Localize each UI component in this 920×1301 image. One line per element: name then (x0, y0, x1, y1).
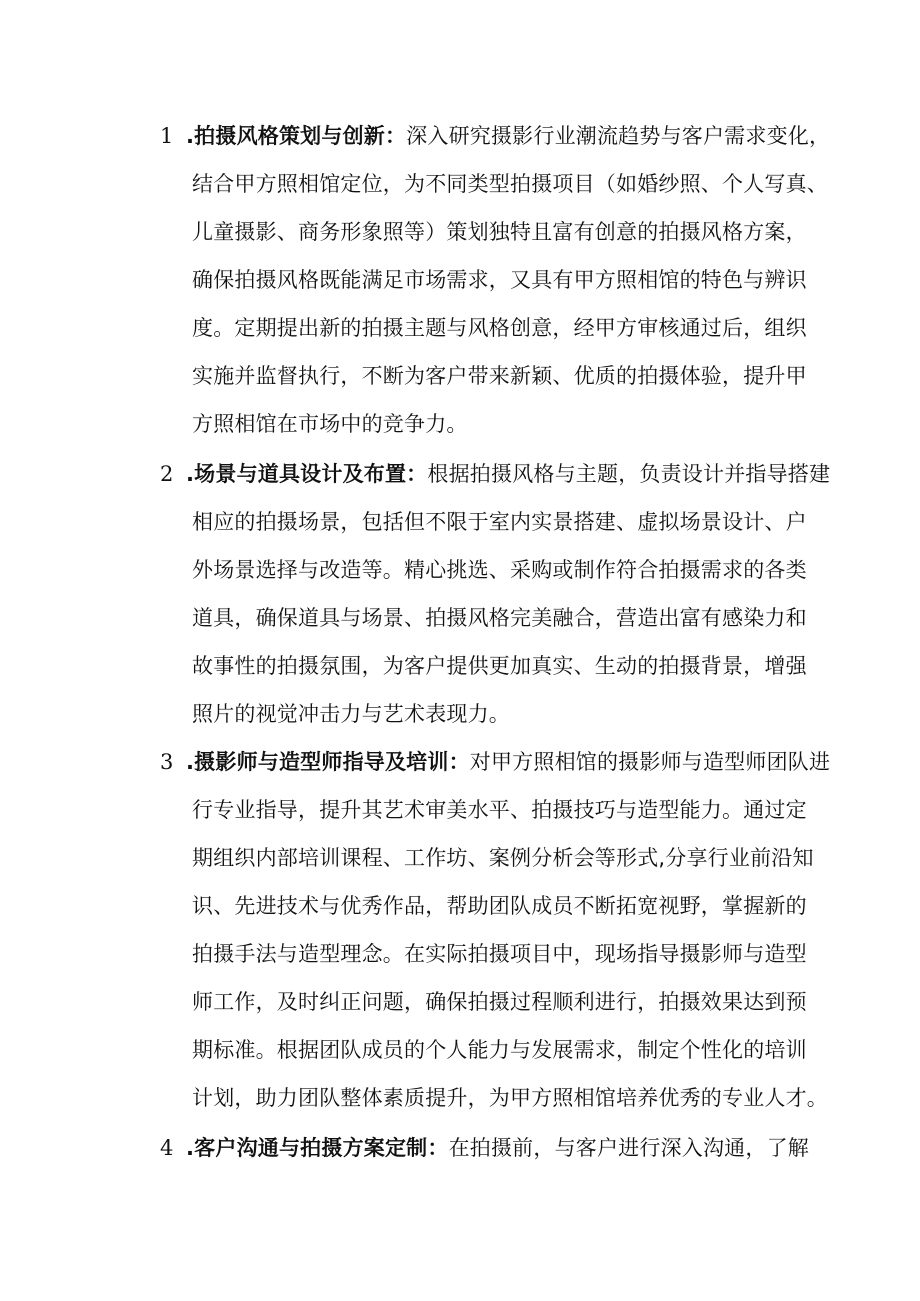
list-item-heading: .摄影师与造型师指导及培训： (186, 750, 470, 774)
list-item-text-line: 儿童摄影、商务形象照等）策划独特且富有创意的拍摄风格方案， (192, 220, 807, 244)
list-item-text-line: 实施并监督执行，不断为客户带来新颖、优质的拍摄体验，提升甲 (192, 364, 807, 388)
list-item-number: 2 (160, 462, 174, 486)
list-item-heading: .拍摄风格策划与创新： (186, 124, 407, 148)
list-item-text-line: 照片的视觉冲击力与艺术表现力。 (192, 702, 510, 726)
list-item-text: 深入研究摄影行业潮流趋势与客户需求变化， (406, 124, 831, 148)
list-item-text-line: 方照相馆在市场中的竞争力。 (192, 412, 468, 436)
list-item-text-line: 相应的拍摄场景，包括但不限于室内实景搭建、虚拟场景设计、户 (192, 510, 807, 534)
list-item-text-line: 度。定期提出新的拍摄主题与风格创意，经甲方审核通过后，组织 (192, 316, 807, 340)
list-item-first-line (160, 738, 830, 786)
list-item-number: 4 (160, 1136, 174, 1160)
list-item-heading: .场景与道具设计及布置： (186, 462, 428, 486)
list-item-text-line: 故事性的拍摄氛围，为客户提供更加真实、生动的拍摄背景，增强 (192, 654, 807, 678)
list-item-number: 3 (160, 750, 174, 774)
list-item-text: 对甲方照相馆的摄影师与造型师团队进 (469, 750, 831, 774)
list-item-text-line: 计划，助力团队整体素质提升，为甲方照相馆培养优秀的专业人才。 (192, 1086, 828, 1110)
list-item-text-line: 拍摄手法与造型理念。在实际拍摄项目中，现场指导摄影师与造型 (192, 942, 807, 966)
list-item-first-line (160, 1124, 809, 1172)
list-item-heading: .客户沟通与拍摄方案定制： (186, 1136, 449, 1160)
list-item-text-line: 期标准。根据团队成员的个人能力与发展需求，制定个性化的培训 (192, 1038, 807, 1062)
list-item-text-line: 外场景选择与改造等。精心挑选、采购或制作符合拍摄需求的各类 (192, 558, 807, 582)
list-item-first-line (160, 450, 830, 498)
list-item-text-line: 确保拍摄风格既能满足市场需求，又具有甲方照相馆的特色与辨识 (192, 268, 807, 292)
list-item-number: 1 (160, 124, 174, 148)
list-item-text-line: 师工作，及时纠正问题，确保拍摄过程顺利进行，拍摄效果达到预 (192, 990, 807, 1014)
list-item-first-line (160, 112, 830, 160)
list-item-text-line: 期组织内部培训课程、工作坊、案例分析会等形式,分享行业前沿知 (192, 846, 814, 870)
list-item-text-line: 行专业指导，提升其艺术审美水平、拍摄技巧与造型能力。通过定 (192, 798, 807, 822)
list-item-text-line: 结合甲方照相馆定位，为不同类型拍摄项目（如婚纱照、个人写真、 (192, 172, 828, 196)
list-item-text: 在拍摄前，与客户进行深入沟通，了解 (448, 1136, 809, 1160)
list-item-text-line: 道具，确保道具与场景、拍摄风格完美融合，营造出富有感染力和 (192, 606, 807, 630)
list-item-text-line: 识、先进技术与优秀作品，帮助团队成员不断拓宽视野，掌握新的 (192, 894, 807, 918)
list-item-text: 根据拍摄风格与主题，负责设计并指导搭建 (427, 462, 831, 486)
